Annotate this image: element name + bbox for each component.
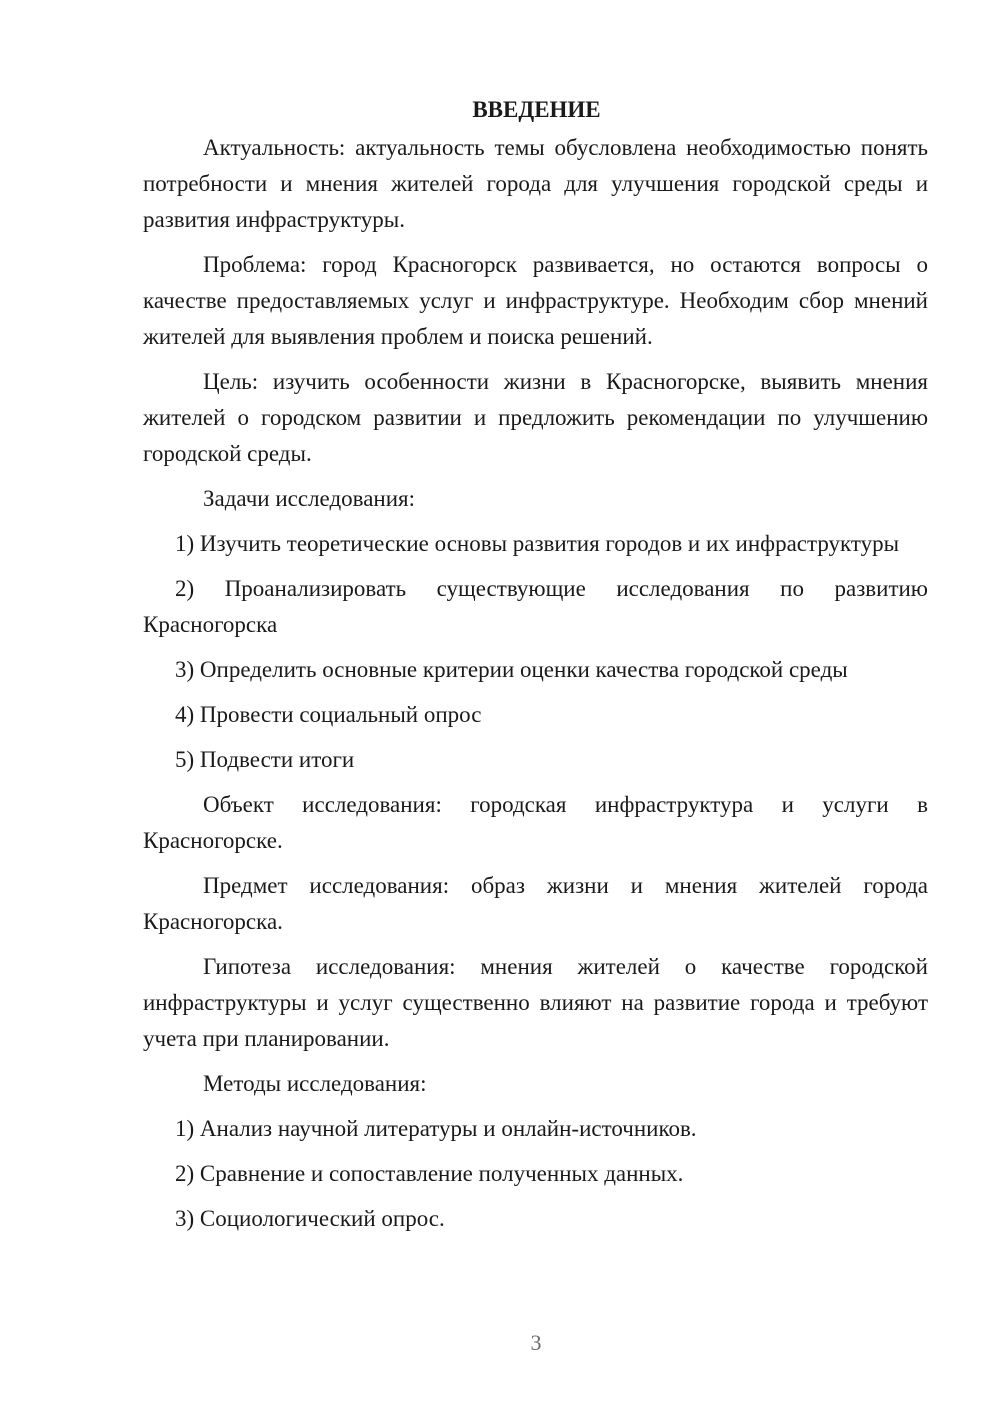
task-item: 5) Подвести итоги [175,747,355,772]
method-item: 1) Анализ научной литературы и онлайн-источников. [175,1116,697,1141]
document-body [143,92,928,1246]
subject-paragraph: Предмет исследования: образ жизни и мнения жителей города Красногорска. [143,873,928,934]
tasks-heading: Задачи исследования: [203,486,416,511]
problem-paragraph: Проблема: город Красногорск развивается, но остаются вопросы о качестве предоставляемых услуг и инфраструктуре. Необходим сбор мнений жителей для выявления проблем и поиска решений. [143,252,928,349]
page-number: 3 [530,1330,542,1355]
task-item: 1) Изучить теоретические основы развития городов и их инфраструктуры [175,531,900,556]
method-item: 2) Сравнение и сопоставление полученных данных. [175,1161,684,1186]
task-item: 3) Определить основные критерии оценки качества городской среды [175,657,848,682]
method-item: 3) Социологический опрос. [175,1206,445,1231]
section-title: ВВЕДЕНИЕ [472,97,601,122]
methods-heading: Методы исследования: [203,1071,427,1096]
relevance-paragraph: Актуальность: актуальность темы обусловлена необходимостью понять потребности и мнения жителей города для улучшения городской среды и развития инфраструктуры. [143,135,928,232]
hypothesis-paragraph: Гипотеза исследования: мнения жителей о качестве городской инфраструктуры и услуг существенно влияют на развитие города и требуют учета при планировании. [143,954,928,1051]
task-item: 2) Проанализировать существующие исследования по развитию Красногорска [143,576,928,637]
object-paragraph: Объект исследования: городская инфраструктура и услуги в Красногорске. [143,792,928,853]
goal-paragraph: Цель: изучить особенности жизни в Красногорске, выявить мнения жителей о городском развитии и предложить рекомендации по улучшению городской среды. [143,369,928,466]
task-item: 4) Провести социальный опрос [175,702,482,727]
